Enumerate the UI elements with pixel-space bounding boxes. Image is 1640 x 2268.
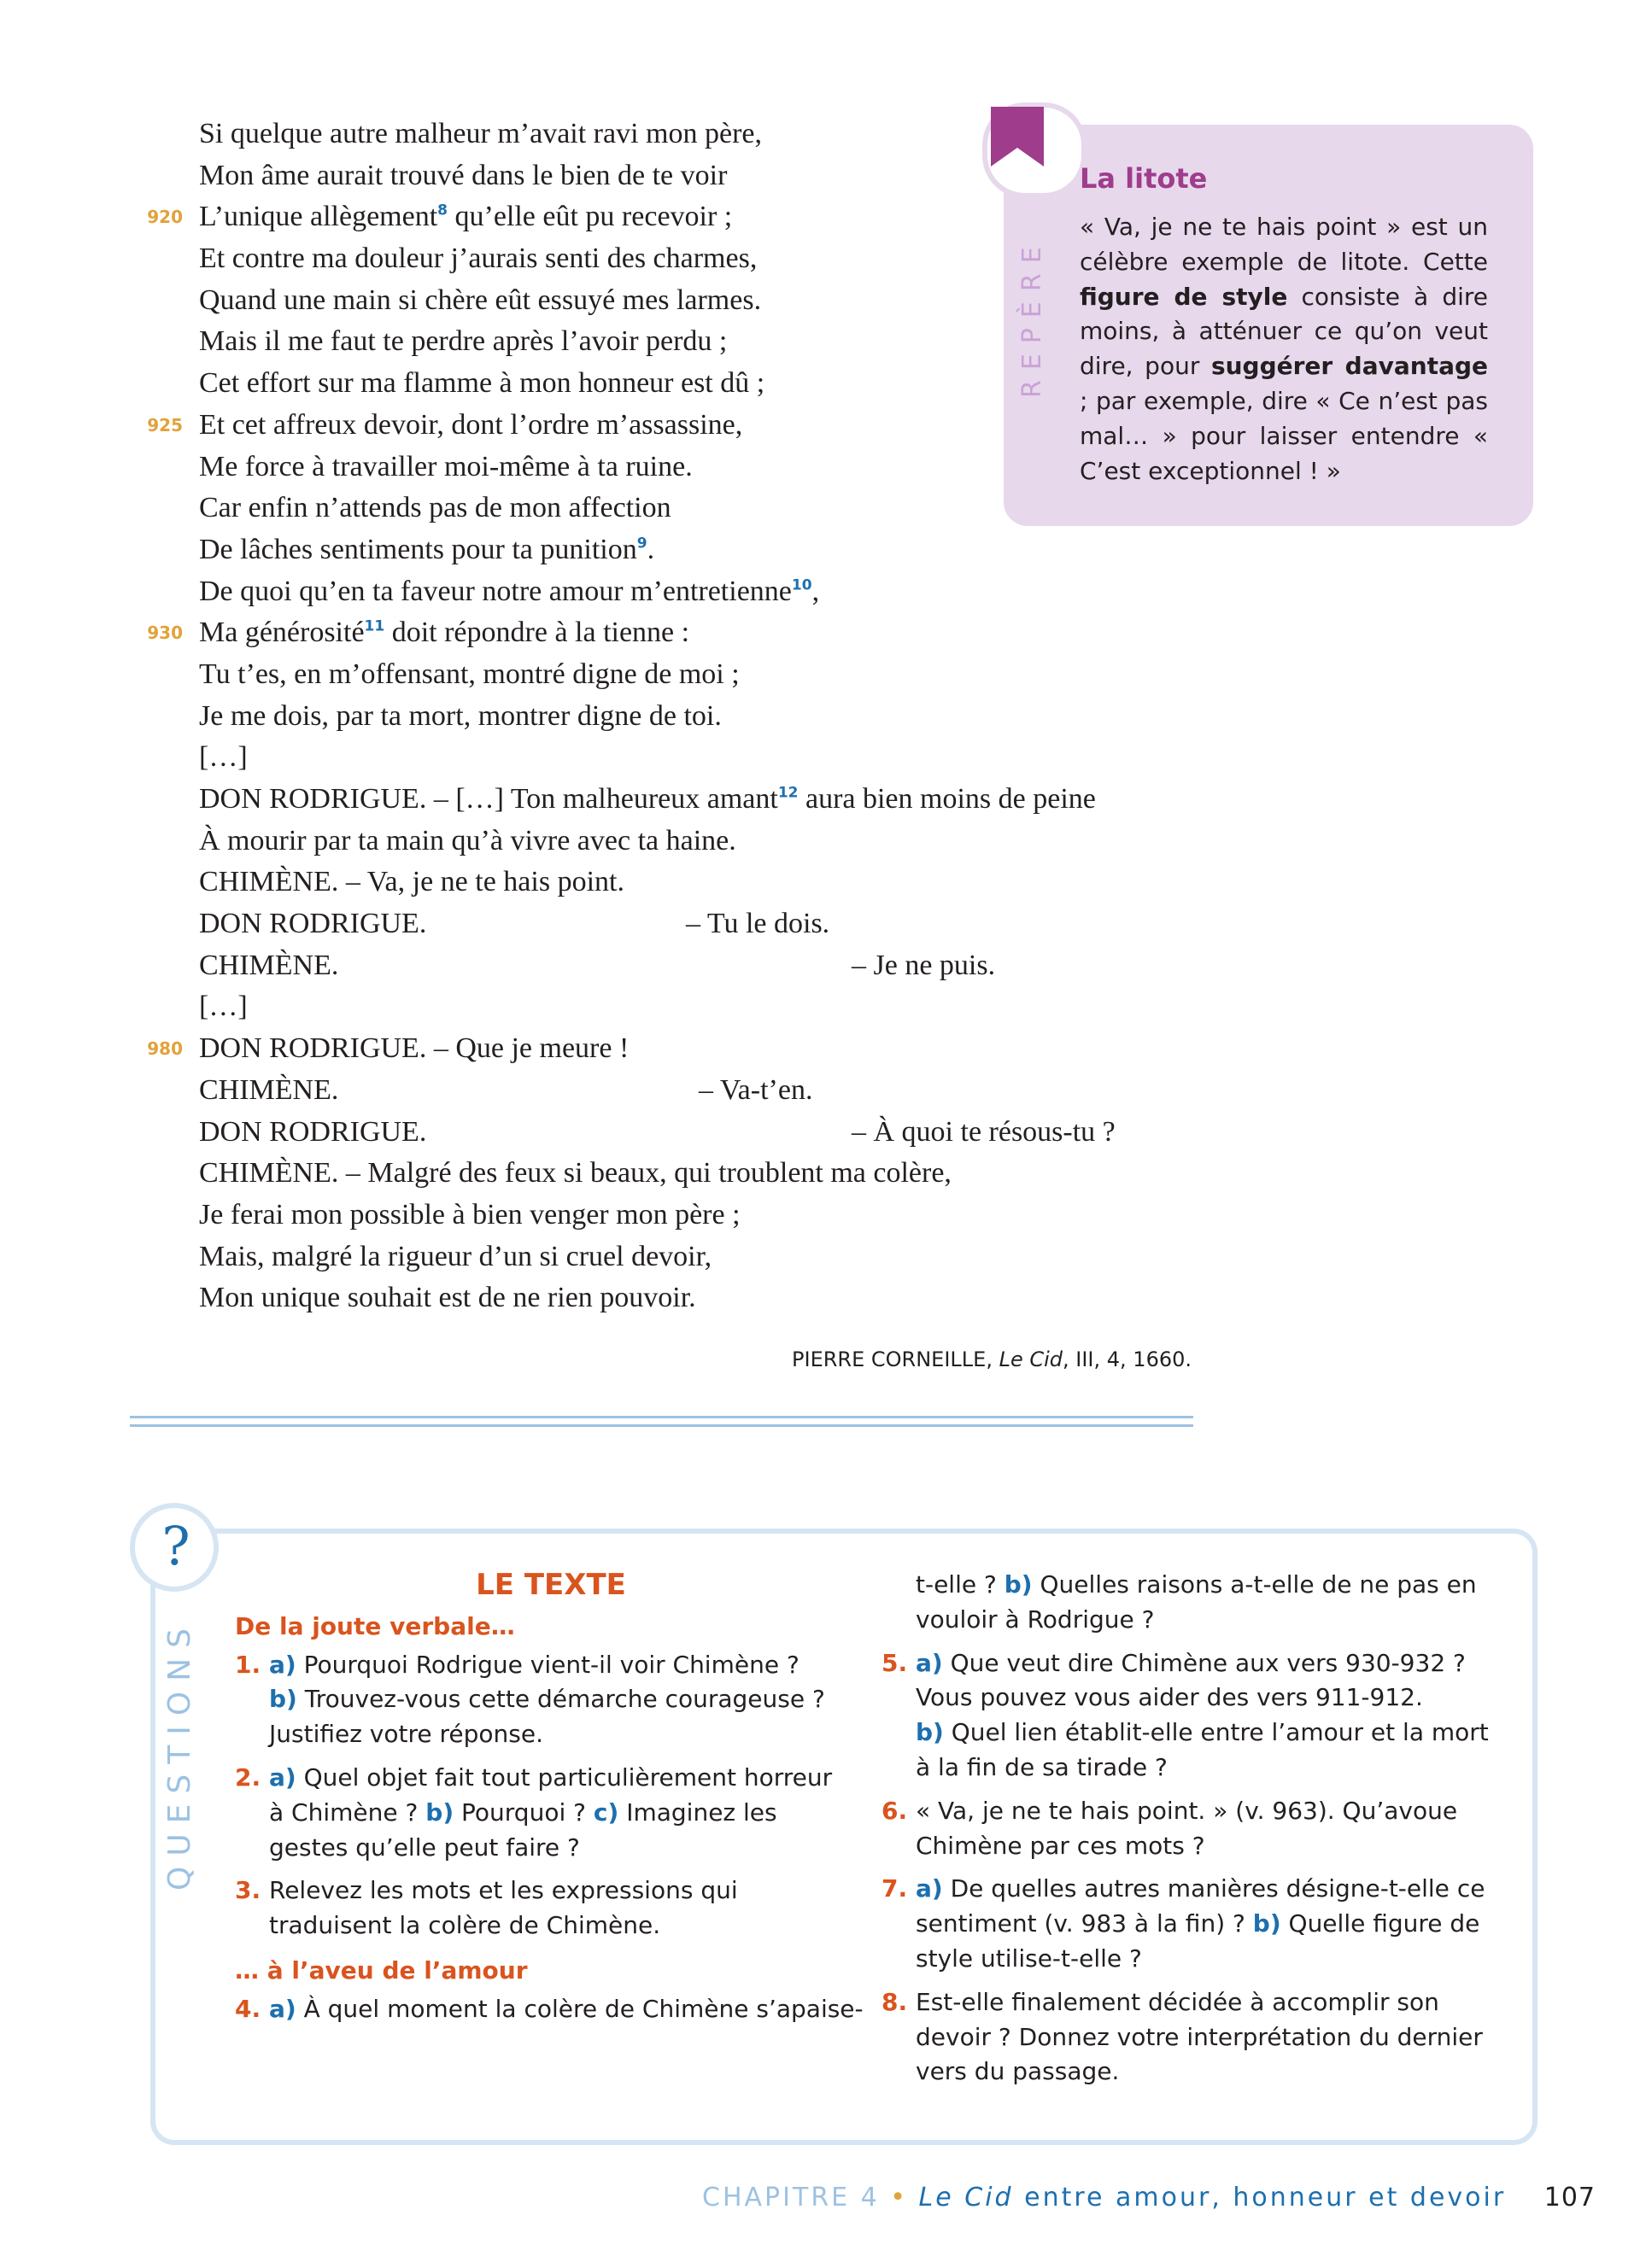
verse-text: . xyxy=(647,533,655,565)
credit-work: Le Cid xyxy=(999,1347,1063,1371)
verse-text: Ma générosité xyxy=(199,617,365,649)
question-5 xyxy=(882,1646,1505,1786)
question-marker: a) xyxy=(269,1650,296,1679)
verse-speaker: DON RODRIGUE. xyxy=(199,1115,427,1148)
verse-line xyxy=(142,862,1218,903)
question-4 xyxy=(235,1992,864,2027)
question-7 xyxy=(882,1872,1505,1976)
verse-line xyxy=(142,1277,1218,1319)
repere-emphasis: suggérer davantage xyxy=(1210,352,1488,381)
verse-speaker: CHIMÈNE. xyxy=(199,1073,339,1106)
question-text: Quelles raisons a-t-elle de ne pas en vouloir à Rodrigue ? xyxy=(916,1570,1477,1634)
verse-text: – À quoi te résous-tu ? xyxy=(852,1115,1116,1148)
question-text: « Va, je ne te hais point. » (v. 963). Qu’avoue Chimène par ces mots ? xyxy=(916,1796,1458,1860)
credit-author: PIERRE CORNEILLE, xyxy=(792,1347,999,1371)
question-text: Relevez les mots et les expressions qui traduisent la colère de Chimène. xyxy=(269,1876,738,1940)
question-number: 7. xyxy=(882,1874,908,1903)
verse-text: – Tu le dois. xyxy=(686,908,830,940)
footnote-ref[interactable]: 10 xyxy=(791,576,812,594)
footnote-ref[interactable]: 8 xyxy=(437,202,448,220)
verse-line xyxy=(142,737,1218,779)
verse-text: DON RODRIGUE. – Que je meure ! xyxy=(199,1032,630,1065)
repere-emphasis: figure de style xyxy=(1080,282,1288,311)
verse-line xyxy=(142,821,1218,862)
verse-text: – Je ne puis. xyxy=(852,949,996,981)
question-marker: a) xyxy=(269,1994,296,2023)
verse-text: Cet effort sur ma flamme à mon honneur est dû ; xyxy=(199,367,765,400)
verse-text: , xyxy=(811,575,820,607)
section-divider xyxy=(130,1416,1193,1418)
footnote-ref[interactable]: 11 xyxy=(364,617,385,635)
question-number: 1. xyxy=(235,1650,261,1679)
repere-text-part: consiste à dire moins, à atténuer ce qu’on veut dire, pour xyxy=(1080,282,1489,381)
question-1 xyxy=(235,1648,850,1752)
question-mark-icon: ? xyxy=(161,1515,190,1577)
question-text: Imaginez les gestes qu’elle peut faire ? xyxy=(269,1797,777,1862)
page-footer xyxy=(702,2183,1596,2212)
question-number: 3. xyxy=(235,1876,261,1905)
section-heading: De la joute verbale… xyxy=(235,1611,515,1640)
line-number: 930 xyxy=(147,623,183,644)
verse-text: CHIMÈNE. – Va, je ne te hais point. xyxy=(199,866,624,898)
question-number: 6. xyxy=(882,1796,908,1825)
verse-speaker: DON RODRIGUE. xyxy=(199,908,427,940)
question-text: Pourquoi Rodrigue vient-il voir Chimène ? xyxy=(296,1650,800,1679)
question-marker: a) xyxy=(916,1874,943,1903)
question-marker: b) xyxy=(1004,1570,1033,1599)
verse-line xyxy=(142,1153,1218,1195)
verse-text: – Va-t’en. xyxy=(699,1073,813,1106)
verse-line xyxy=(142,571,1218,613)
question-marker: b) xyxy=(916,1718,944,1747)
question-text: t-elle ? xyxy=(916,1570,1004,1599)
verse-text: Je me dois, par ta mort, montrer digne de toi. xyxy=(199,699,722,732)
question-marker: c) xyxy=(593,1797,619,1827)
verse-text: Tu t’es, en m’offensant, montré digne de moi ; xyxy=(199,658,740,690)
questions-label: QUESTIONS xyxy=(162,1617,197,1891)
question-text: De quelles autres manières désigne-t-elle ce sentiment (v. 983 à la fin) ? xyxy=(916,1874,1485,1938)
footer-title-italic: Le Cid xyxy=(918,2183,1014,2212)
repere-text-part: « Va, je ne te hais point » est un célèbre exemple de litote. Cette xyxy=(1080,213,1488,276)
footer-title xyxy=(919,2183,1507,2212)
verse-text: Si quelque autre malheur m’avait ravi mon père, xyxy=(199,118,762,149)
verse-text: CHIMÈNE. – Malgré des feux si beaux, qui troublent ma colère, xyxy=(199,1157,952,1190)
verse-text: L’unique allègement xyxy=(199,201,438,233)
credit-details: , III, 4, 1660. xyxy=(1063,1347,1192,1371)
verse-line xyxy=(142,654,1218,696)
verse-text: DON RODRIGUE. – […] Ton malheureux amant xyxy=(199,783,778,815)
verse-line xyxy=(142,612,1218,654)
verse-text: Me force à travailler moi-même à ta ruine. xyxy=(199,450,693,482)
line-number: 920 xyxy=(147,207,183,228)
question-number: 2. xyxy=(235,1762,261,1792)
repere-text-part: ; par exemple, dire « Ce n’est pas mal… » pour laisser entendre « C’est exceptionnel ! » xyxy=(1080,386,1488,485)
verse-text: Car enfin n’attends pas de mon affection xyxy=(199,492,671,524)
page-number: 107 xyxy=(1543,2183,1596,2212)
question-number: 4. xyxy=(235,1994,261,2023)
question-text: À quel moment la colère de Chimène s’apaise- xyxy=(296,1994,864,2023)
verse-line xyxy=(142,945,1218,987)
verse-text: Quand une main si chère eût essuyé mes larmes. xyxy=(199,284,762,316)
verse-line xyxy=(142,696,1218,738)
question-4-continued xyxy=(882,1568,1505,1638)
question-6 xyxy=(882,1794,1505,1864)
question-marker: a) xyxy=(269,1762,296,1792)
verse-text: De lâches sentiments pour ta punition xyxy=(199,533,637,565)
footnote-ref[interactable]: 9 xyxy=(636,535,647,552)
verse-line xyxy=(142,529,1218,571)
section-divider xyxy=(130,1424,1193,1427)
verse-speaker: CHIMÈNE. xyxy=(199,949,339,981)
question-text: Quel objet fait tout particulièrement horreur à Chimène ? xyxy=(269,1762,833,1827)
line-number: 925 xyxy=(147,414,183,435)
verse-text: Je ferai mon possible à bien venger mon père ; xyxy=(199,1198,741,1230)
question-text: Quel lien établit-elle entre l’amour et la mort à la fin de sa tirade ? xyxy=(916,1718,1489,1781)
questions-right-column xyxy=(882,1568,1505,2098)
question-marker: a) xyxy=(916,1648,943,1677)
question-3 xyxy=(235,1873,850,1944)
source-credit xyxy=(792,1347,1192,1371)
footer-title-rest: entre amour, honneur et devoir xyxy=(1013,2183,1507,2212)
question-2 xyxy=(235,1761,850,1865)
verse-line xyxy=(142,1112,1218,1154)
footer-bullet: • xyxy=(890,2183,908,2212)
verse-text: Mais, malgré la rigueur d’un si cruel devoir, xyxy=(199,1240,712,1272)
question-text: Pourquoi ? xyxy=(454,1797,594,1827)
verse-line xyxy=(142,986,1218,1028)
verse-text: aura bien moins de peine xyxy=(798,783,1096,815)
verse-text: À mourir par ta main qu’à vivre avec ta haine. xyxy=(199,824,736,856)
verse-text: Mon âme aurait trouvé dans le bien de te voir xyxy=(199,159,728,191)
footer-chapter: CHAPITRE 4 xyxy=(702,2183,880,2212)
questions-heading: LE TEXTE xyxy=(476,1568,626,1602)
verse-text: […] xyxy=(199,741,248,774)
verse-line xyxy=(142,903,1218,945)
verse-text: Et contre ma douleur j’aurais senti des charmes, xyxy=(199,243,758,275)
question-number: 5. xyxy=(882,1648,908,1677)
section-heading: … à l’aveu de l’amour xyxy=(235,1955,528,1984)
question-text: Est-elle finalement décidée à accomplir son devoir ? Donnez votre interprétation du dernier vers du passage. xyxy=(916,1987,1483,2086)
question-text: Que veut dire Chimène aux vers 930-932 ? Vous pouvez vous aider des vers 911-912. xyxy=(916,1648,1466,1712)
verse-line xyxy=(142,1070,1218,1112)
verse-line xyxy=(142,779,1218,821)
verse-text: De quoi qu’en ta faveur notre amour m’entretienne xyxy=(199,575,792,607)
question-number: 8. xyxy=(882,1987,908,2016)
verse-line xyxy=(142,1195,1218,1236)
verse-text: Mais il me faut te perdre après l’avoir perdu ; xyxy=(199,325,728,358)
question-marker: b) xyxy=(269,1685,297,1714)
verse-text: Et cet affreux devoir, dont l’ordre m’assassine, xyxy=(199,408,743,441)
question-text: Trouvez-vous cette démarche courageuse ? Justifiez votre réponse. xyxy=(269,1685,825,1749)
question-marker: b) xyxy=(425,1797,454,1827)
questions-left-column xyxy=(235,1568,864,2036)
verse-text: […] xyxy=(199,991,248,1023)
footnote-ref[interactable]: 12 xyxy=(777,784,799,802)
repere-label: REPÈRE xyxy=(1017,237,1047,398)
repere-title: La litote xyxy=(1080,162,1208,195)
verse-text: doit répondre à la tienne : xyxy=(384,617,690,649)
bookmark-icon xyxy=(991,107,1044,167)
line-number: 980 xyxy=(147,1038,183,1060)
verse-line xyxy=(142,1028,1218,1070)
verse-text: Mon unique souhait est de ne rien pouvoir. xyxy=(199,1282,696,1314)
verse-text: qu’elle eût pu recevoir ; xyxy=(448,201,733,233)
question-marker: b) xyxy=(1252,1909,1281,1938)
repere-text xyxy=(1080,210,1488,488)
question-8 xyxy=(882,1985,1505,2090)
question-text: Quelle figure de style utilise-t-elle ? xyxy=(916,1909,1480,1973)
verse-line xyxy=(142,1236,1218,1278)
